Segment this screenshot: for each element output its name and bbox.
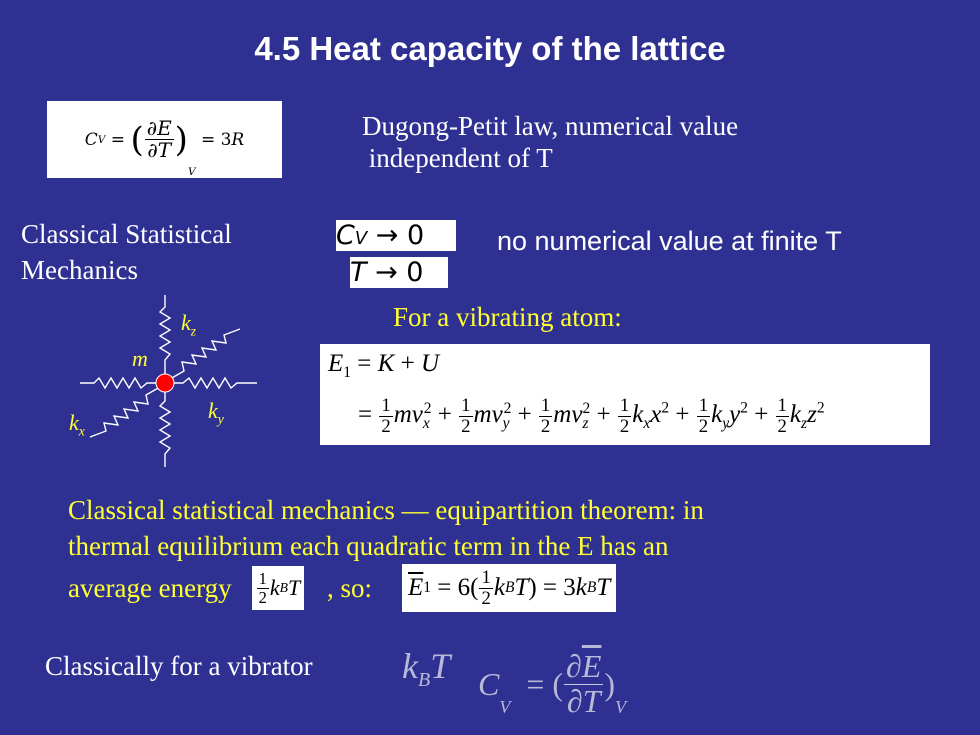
no-numerical-value-note: no numerical value at finite T	[497, 226, 842, 256]
energy-line1: $E_1 = K + U$	[328, 350, 439, 381]
label-kx-k: k	[69, 410, 79, 435]
equipartition-text	[68, 492, 704, 612]
classical-stat-mech-label	[21, 216, 232, 288]
spring-z-bottom	[160, 389, 170, 467]
vibrating-atom-heading: For a vibrating atom:	[393, 302, 622, 332]
equipartition-line2: thermal equilibrium each quadratic term in the E has an	[68, 531, 669, 561]
slide-title: 4.5 Heat capacity of the lattice	[254, 30, 726, 67]
spring-y-right	[171, 378, 257, 388]
dulong-petit-line1: Dugong-Petit law, numerical value	[362, 111, 739, 141]
csm-line1: Classical Statistical	[21, 219, 232, 249]
label-ky-k: k	[208, 398, 218, 423]
equipartition-line1: Classical statistical mechanics — equipartition theorem: in	[68, 495, 704, 525]
label-m: m	[132, 346, 148, 371]
average-energy-label: average energy	[68, 573, 232, 603]
label-kz-sub: z	[190, 323, 197, 339]
dulong-petit-line2: independent of T	[362, 143, 553, 173]
label-kz-k: k	[181, 310, 191, 335]
label-kx-sub: x	[78, 423, 85, 439]
energy-line2: = $\frac{1}{2}$ $mv_x^2$ + $\frac{1}{2}$ $mv_y^2$ + $\frac{1}{2}$ $mv_z^2$ + $\frac{1}{2}$ $k_xx^2$ + $\frac{1}{2}$ $k_yy^2$ + $\frac{1}{2}$ $k_zz^2$	[358, 395, 825, 437]
so-label: , so:	[320, 573, 373, 603]
dulong-petit-equation: C V = ( $\frac{\partial E}{\partial T}$ ) V = 3 R	[47, 101, 282, 178]
vibrator-text: Classically for a vibrator	[45, 651, 313, 681]
label-kx	[69, 410, 85, 439]
half-kbt-box: $\frac{1}{2}$ k B T	[252, 566, 305, 610]
label-ky-sub: y	[217, 411, 224, 427]
atom-mass	[156, 374, 174, 392]
vibrating-atom-diagram	[60, 285, 270, 475]
label-kz	[181, 310, 196, 339]
spring-diag-lower	[90, 387, 160, 437]
spring-x-left	[80, 378, 159, 388]
limit-t-box: T → 0	[350, 257, 448, 288]
vibrator-cv-equation: C $_V$ = ( $\frac{\partial\overline{E}}{\partial T}$ ) $_V$	[478, 648, 627, 719]
energy-equation-box	[320, 344, 930, 445]
dulong-petit-description	[362, 110, 738, 174]
mean-energy-result-box: $\overline{E}$ 1 = 6( $\frac{1}{2}$ k B T ) = 3 k B T	[402, 564, 616, 612]
csm-line2: Mechanics	[21, 255, 138, 285]
spring-z-top	[160, 295, 170, 377]
equipartition-line3	[68, 564, 704, 612]
vibrator-kbt: $k_BT$	[402, 646, 451, 692]
limit-cv-box: CV → 0	[336, 220, 456, 251]
label-ky	[208, 398, 224, 427]
